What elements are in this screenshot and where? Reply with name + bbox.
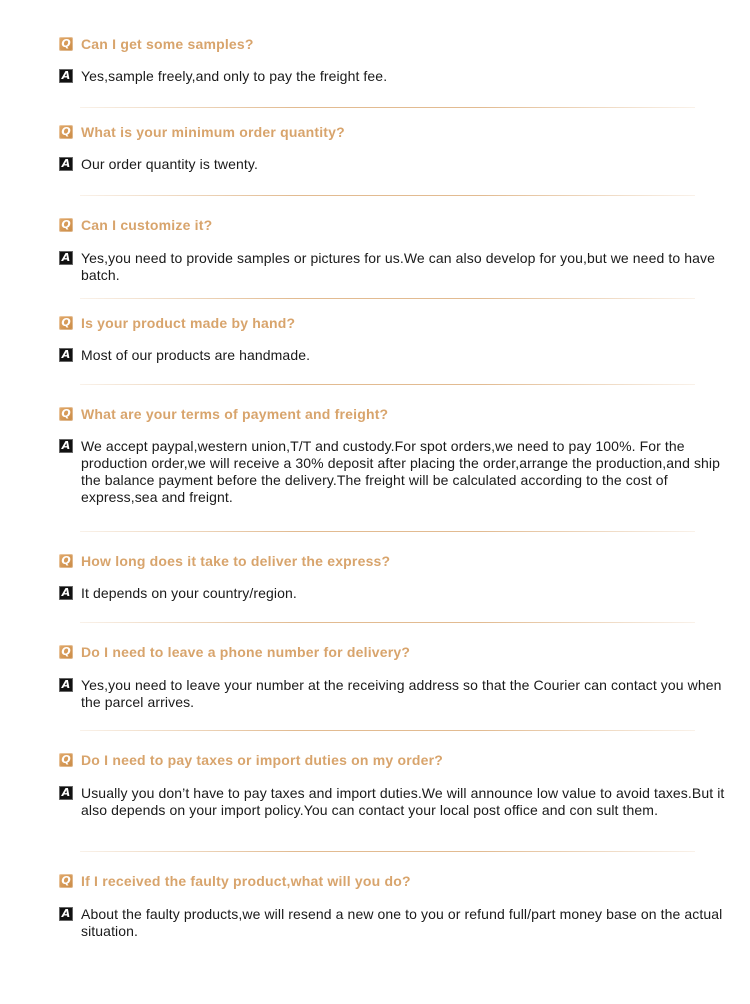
faq-question-7 [59, 644, 730, 661]
question-text: What are your terms of payment and freight? [81, 406, 389, 422]
faq-answer-5 [59, 438, 730, 506]
faq-answer-2 [59, 156, 730, 173]
faq-question-9 [59, 873, 730, 890]
divider [80, 622, 695, 623]
question-icon: Q [59, 554, 73, 568]
faq-question-8 [59, 752, 730, 769]
divider [80, 298, 695, 299]
question-icon: Q [59, 753, 73, 767]
faq-question-1 [59, 36, 730, 53]
answer-text: Usually you don’t have to pay taxes and import duties.We will announce low value to avoid taxes.But it also depends on your import policy.You can contact your local post office and con sult them. [81, 785, 725, 818]
answer-icon: A [59, 586, 73, 600]
answer-text: Yes,you need to provide samples or pictures for us.We can also develop for you,but we need to have batch. [81, 250, 715, 283]
faq-question-4 [59, 315, 730, 332]
answer-text: Yes,sample freely,and only to pay the freight fee. [81, 68, 388, 84]
question-icon: Q [59, 316, 73, 330]
question-text: Do I need to pay taxes or import duties on my order? [81, 752, 444, 768]
answer-text: Most of our products are handmade. [81, 347, 311, 363]
question-icon: Q [59, 645, 73, 659]
divider [80, 531, 695, 532]
answer-icon: A [59, 439, 73, 453]
faq-answer-8 [59, 785, 730, 819]
faq-question-6 [59, 553, 730, 570]
answer-text: About the faulty products,we will resend a new one to you or refund full/part money base on the actual situation. [81, 906, 723, 939]
question-text: Can I get some samples? [81, 36, 254, 52]
divider [80, 851, 695, 852]
question-text: Do I need to leave a phone number for delivery? [81, 644, 411, 660]
faq-answer-3 [59, 250, 730, 284]
answer-icon: A [59, 907, 73, 921]
question-text: What is your minimum order quantity? [81, 124, 345, 140]
faq-question-2 [59, 124, 730, 141]
question-text: How long does it take to deliver the express? [81, 553, 391, 569]
answer-text: Yes,you need to leave your number at the receiving address so that the Courier can contact you when the parcel arrives. [81, 677, 722, 710]
faq-question-5 [59, 406, 730, 423]
faq-answer-6 [59, 585, 730, 602]
answer-icon: A [59, 786, 73, 800]
answer-text: It depends on your country/region. [81, 585, 297, 601]
answer-text: Our order quantity is twenty. [81, 156, 258, 172]
question-text: Is your product made by hand? [81, 315, 296, 331]
divider [80, 107, 695, 108]
answer-icon: A [59, 251, 73, 265]
question-text: If I received the faulty product,what will you do? [81, 873, 411, 889]
question-icon: Q [59, 218, 73, 232]
question-icon: Q [59, 125, 73, 139]
answer-icon: A [59, 348, 73, 362]
faq-question-3 [59, 217, 730, 234]
question-icon: Q [59, 407, 73, 421]
divider [80, 384, 695, 385]
answer-icon: A [59, 157, 73, 171]
divider [80, 195, 695, 196]
answer-icon: A [59, 69, 73, 83]
answer-text: We accept paypal,western union,T/T and custody.For spot orders,we need to pay 100%. For the production order,we will receive a 30% deposit after placing the order,arrange the production,and ship the balance payment before the delivery.The freight will be calculated according to the cost of express,sea and freignt. [81, 438, 721, 505]
divider [80, 730, 695, 731]
faq-answer-1 [59, 68, 730, 85]
question-icon: Q [59, 37, 73, 51]
answer-icon: A [59, 678, 73, 692]
faq-answer-9 [59, 906, 730, 940]
question-icon: Q [59, 874, 73, 888]
faq-answer-7 [59, 677, 730, 711]
faq-answer-4 [59, 347, 730, 364]
question-text: Can I customize it? [81, 217, 213, 233]
